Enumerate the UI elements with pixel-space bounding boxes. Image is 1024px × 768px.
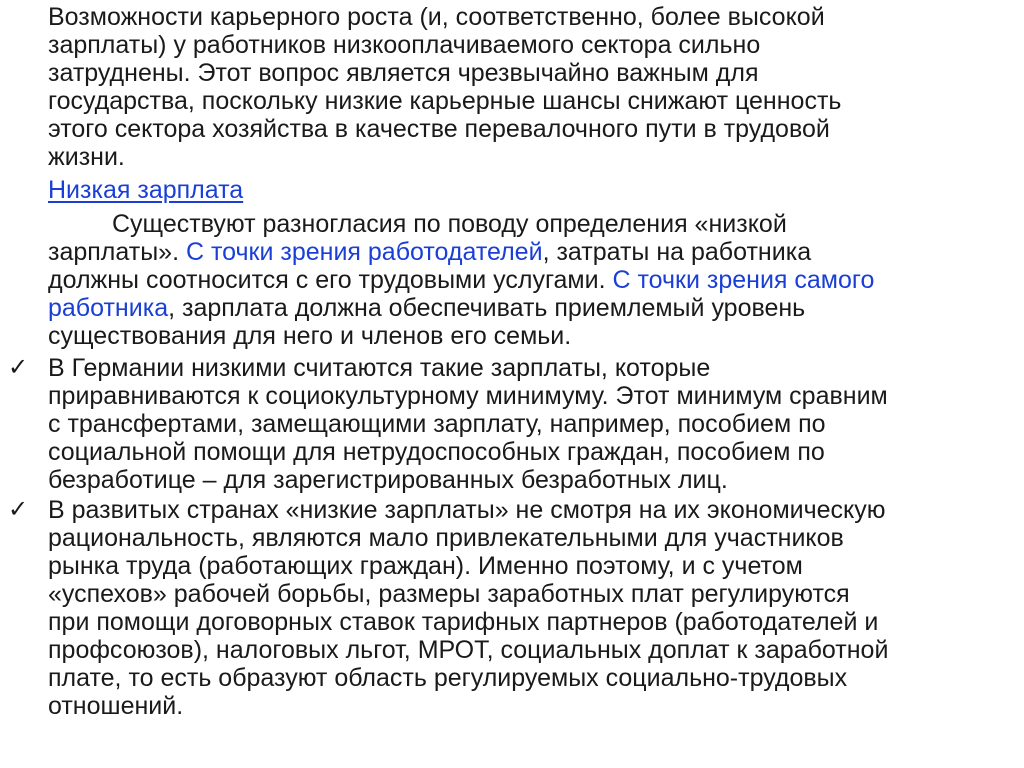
text-line: с трансфертами, замещающими зарплату, например, пособием по (48, 410, 826, 438)
text-line: при помощи договорных ставок тарифных партнеров (работодателей и (48, 608, 879, 636)
text-line: жизни. (48, 143, 125, 171)
text-line: плате, то есть образуют область регулируемых социально-трудовых (48, 664, 848, 692)
text-line: социальной помощи для нетрудоспособных граждан, пособием по (48, 438, 825, 466)
text-fragment: , затраты на работника (542, 238, 812, 266)
text-line: отношений. (48, 692, 184, 720)
text-line (48, 266, 874, 294)
worker-view-link[interactable]: С точки зрения самого (612, 266, 875, 294)
text-line: Существуют разногласия по поводу определения «низкой (112, 210, 787, 238)
text-line: рациональность, являются мало привлекательными для участников (48, 524, 844, 552)
text-line: Возможности карьерного роста (и, соответственно, более высокой (48, 3, 825, 31)
checkmark-icon: ✓ (8, 496, 29, 523)
text-line: государства, поскольку низкие карьерные шансы снижают ценность (48, 87, 842, 115)
section-heading-link[interactable]: Низкая зарплата (48, 176, 244, 204)
employer-view-link[interactable]: С точки зрения работодателей (185, 238, 543, 266)
text-line: зарплаты) у работников низкооплачиваемого сектора сильно (48, 31, 761, 59)
text-line: приравниваются к социокультурному минимуму. Этот минимум сравним (48, 382, 888, 410)
text-line: рынка труда (работающих граждан). Именно поэтому, и с учетом (48, 552, 803, 580)
worker-view-link-cont[interactable]: работника (48, 294, 169, 322)
checkmark-icon: ✓ (8, 354, 29, 381)
text-line: «успехов» рабочей борьбы, размеры заработных плат регулируются (48, 580, 850, 608)
text-fragment: должны соотносится с его трудовыми услугами. (48, 266, 606, 294)
text-line (48, 294, 805, 322)
text-fragment: зарплаты». (48, 238, 180, 266)
text-line: В развитых странах «низкие зарплаты» не смотря на их экономическую (48, 496, 886, 524)
text-line: В Германии низкими считаются такие зарплаты, которые (48, 354, 711, 382)
text-line: безработице – для зарегистрированных безработных лиц. (48, 466, 728, 494)
text-line: существования для него и членов его семьи. (48, 322, 572, 350)
text-fragment: , зарплата должна обеспечивать приемлемый уровень (168, 294, 806, 322)
text-line (48, 238, 811, 266)
text-line: профсоюзов), налоговых льгот, МРОТ, социальных доплат к заработной (48, 636, 889, 664)
text-line: этого сектора хозяйства в качестве перевалочного пути в трудовой (48, 115, 830, 143)
text-line: затруднены. Этот вопрос является чрезвычайно важным для (48, 59, 759, 87)
